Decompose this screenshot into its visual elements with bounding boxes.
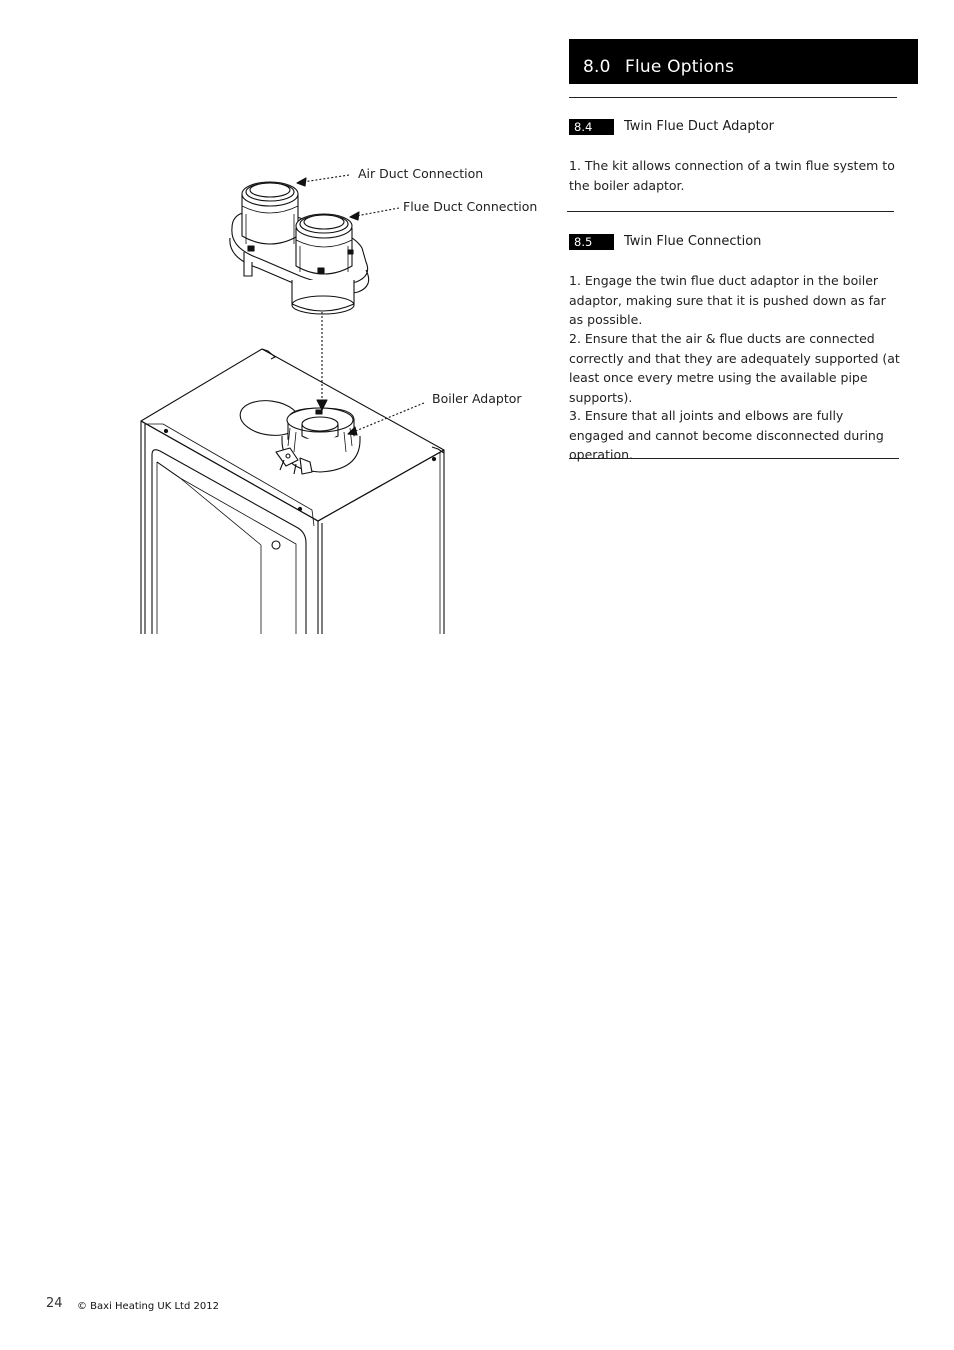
section-header <box>569 39 918 84</box>
boiler-adaptor-drawing <box>276 408 360 474</box>
paragraph: 1. The kit allows connection of a twin flue system to the boiler adaptor. <box>569 158 895 193</box>
flue-duct-label: Flue Duct Connection <box>403 199 538 214</box>
air-duct-leader <box>303 175 349 182</box>
paragraph: 1. Engage the twin flue duct adaptor in the boiler adaptor, making sure that it is pushed down as far as possible. <box>569 273 886 327</box>
copyright-notice: © Baxi Heating UK Ltd 2012 <box>77 1301 219 1312</box>
paragraph: 2. Ensure that the air & flue ducts are connected correctly and that they are adequately supported (at least once every metre using the available pipe supports). <box>569 331 900 405</box>
air-duct-arrowhead <box>297 178 306 186</box>
boiler-adaptor-label: Boiler Adaptor <box>432 391 522 406</box>
boiler-drawing <box>0 0 540 650</box>
divider <box>567 211 894 212</box>
page-number: 24 <box>46 1296 63 1311</box>
subsection-number-badge: 8.5 <box>569 234 614 250</box>
paragraph: 3. Ensure that all joints and elbows are fully engaged and cannot become disconnected during operation. <box>569 408 884 462</box>
subsection-number-badge: 8.4 <box>569 119 614 135</box>
boiler-flue-illustration <box>0 0 540 650</box>
twin-flue-adaptor-drawing <box>230 182 369 314</box>
divider <box>569 458 899 459</box>
flue-duct-leader <box>356 208 399 216</box>
section-title: Flue Options <box>625 57 735 77</box>
divider <box>569 97 897 98</box>
boiler-casing <box>141 349 444 634</box>
section-number: 8.0 <box>583 57 611 77</box>
subsection-title: Twin Flue Connection <box>624 234 762 249</box>
air-duct-label: Air Duct Connection <box>358 166 484 181</box>
flue-duct-arrowhead <box>350 212 359 220</box>
subsection-title: Twin Flue Duct Adaptor <box>624 119 775 134</box>
